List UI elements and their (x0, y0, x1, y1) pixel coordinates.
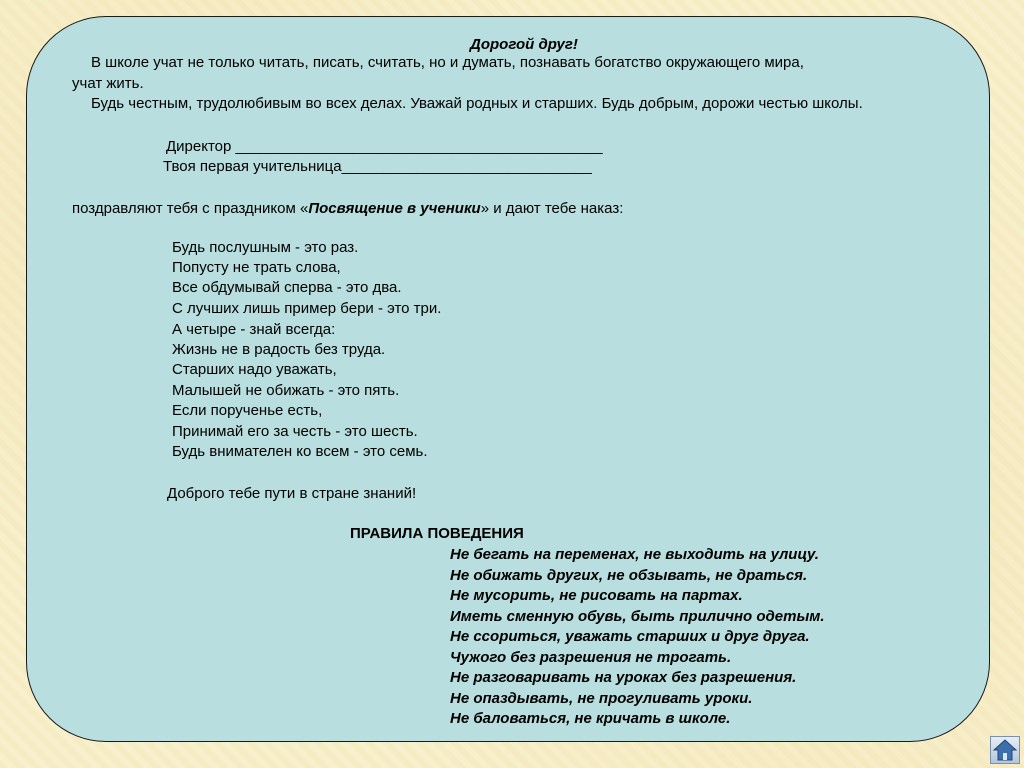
home-nav-button[interactable] (990, 736, 1020, 764)
poem-line: А четыре - знай всегда: (172, 321, 336, 338)
poem-line: Будь послушным - это раз. (172, 239, 359, 256)
letter-paragraph-1-line-1: В школе учат не только читать, писать, считать, но и думать, познавать богатство окружающего мира, (91, 54, 804, 71)
rules-item: Не мусорить, не рисовать на партах. (450, 587, 743, 604)
home-icon (991, 737, 1019, 763)
poem-line: Все обдумывай сперва - это два. (172, 279, 402, 296)
letter-paragraph-2: Будь честным, трудолюбивым во всех делах. Уважай родных и старших. Будь добрым, дорожи честью школы. (91, 95, 863, 112)
farewell-line: Доброго тебе пути в стране знаний! (167, 485, 417, 502)
rules-item: Не обижать других, не обзывать, не драться. (450, 567, 808, 584)
rules-item: Не опаздывать, не прогуливать уроки. (450, 690, 753, 707)
poem-line: Если порученье есть, (172, 402, 323, 419)
director-signature-line: Директор ____________________________________________ (166, 138, 603, 155)
teacher-signature-line: Твоя первая учительница______________________________ (163, 158, 592, 175)
poem-line: Старших надо уважать, (172, 361, 337, 378)
congratulations-prefix: поздравляют тебя с праздником « (72, 200, 309, 217)
rules-title: ПРАВИЛА ПОВЕДЕНИЯ (350, 525, 524, 542)
letter-paragraph-1-line-2: учат жить. (72, 75, 144, 92)
letter-greeting: Дорогой друг! (470, 36, 578, 53)
rules-item: Чужого без разрешения не трогать. (450, 649, 732, 666)
rules-item: Не баловаться, не кричать в школе. (450, 710, 731, 727)
poem-line: С лучших лишь пример бери - это три. (172, 300, 442, 317)
rules-item: Не бегать на переменах, не выходить на улицу. (450, 546, 819, 563)
poem-line: Принимай его за честь - это шесть. (172, 423, 418, 440)
rules-item: Не разговаривать на уроках без разрешения. (450, 669, 797, 686)
holiday-name: Посвящение в ученики (308, 200, 481, 217)
congratulations-suffix: » и дают тебе наказ: (480, 200, 624, 217)
poem-line: Жизнь не в радость без труда. (172, 341, 386, 358)
rules-item: Не ссориться, уважать старших и друг друга. (450, 628, 810, 645)
poem-line: Попусту не трать слова, (172, 259, 341, 276)
rules-item: Иметь сменную обувь, быть прилично одетым. (450, 608, 825, 625)
poem-line: Малышей не обижать - это пять. (172, 382, 400, 399)
congratulations-line (72, 199, 623, 219)
poem-line: Будь внимателен ко всем - это семь. (172, 443, 428, 460)
